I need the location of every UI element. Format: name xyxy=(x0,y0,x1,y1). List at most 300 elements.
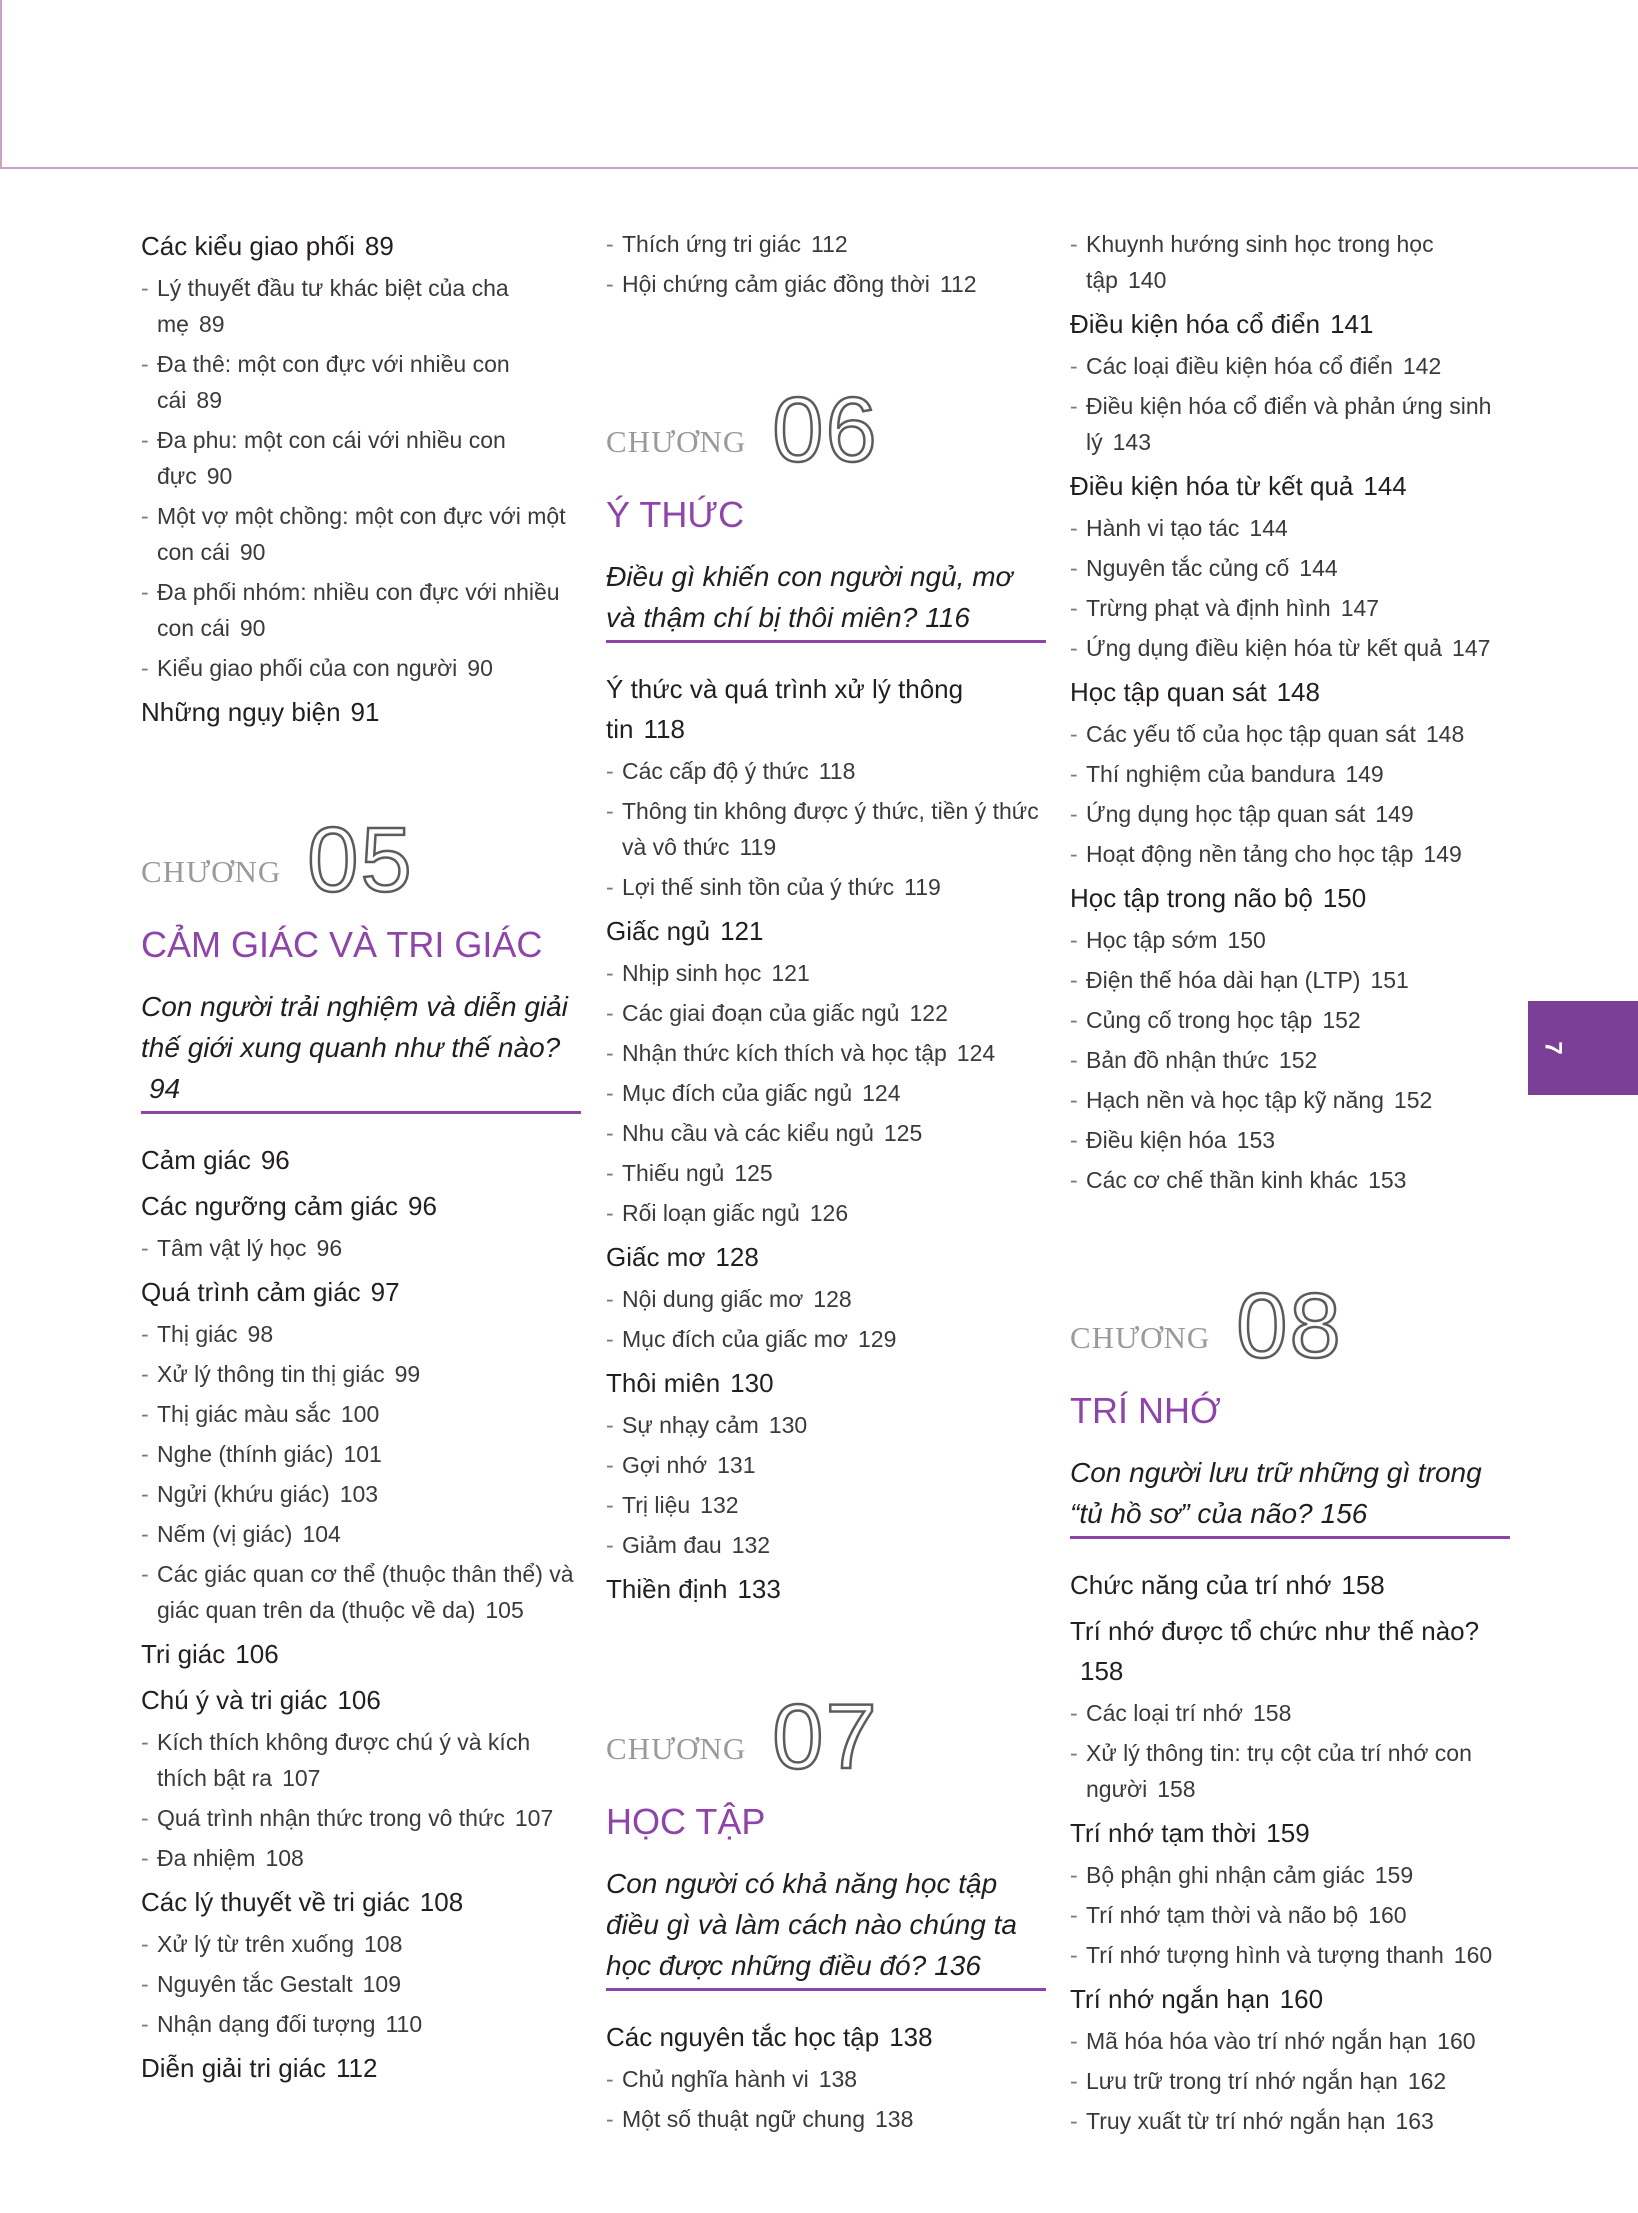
toc-subitem-text: Quá trình nhận thức trong vô thức xyxy=(157,1805,505,1831)
toc-heading xyxy=(606,1363,1046,1403)
toc-subitem xyxy=(141,1476,581,1512)
toc-page-number: 91 xyxy=(350,697,380,727)
toc-subitem xyxy=(141,1724,581,1796)
toc-subitem-text: Trừng phạt và định hình xyxy=(1086,595,1331,621)
toc-subitem-text: Trí nhớ tượng hình và tượng thanh xyxy=(1086,1942,1444,1968)
toc-subitem xyxy=(606,1321,1046,1357)
toc-subitem-text: Giảm đau xyxy=(622,1532,722,1558)
toc-subitem xyxy=(606,1155,1046,1191)
toc-page-number: 108 xyxy=(364,1931,403,1957)
toc-subitem-text: Điều kiện hóa xyxy=(1086,1127,1227,1153)
chapter-question-text: Con người lưu trữ những gì trong “tủ hồ sơ” của não? xyxy=(1070,1457,1482,1529)
toc-subitem-text: Thiếu ngủ xyxy=(622,1160,725,1186)
toc-heading xyxy=(141,1186,581,1226)
toc-subitem xyxy=(1070,836,1510,872)
toc-heading-text: Học tập quan sát xyxy=(1070,677,1267,707)
chapter-number: 05 xyxy=(307,809,414,911)
chapter-question-page: 94 xyxy=(149,1073,181,1104)
toc-heading-text: Cảm giác xyxy=(141,1145,251,1175)
toc-subitem-text: Bộ phận ghi nhận cảm giác xyxy=(1086,1862,1365,1888)
toc-page-number: 112 xyxy=(939,271,977,297)
toc-page-number: 132 xyxy=(700,1492,739,1518)
toc-page-number: 159 xyxy=(1266,1818,1310,1848)
toc-subitem-text: Xử lý thông tin thị giác xyxy=(157,1361,385,1387)
toc-page-number: 119 xyxy=(904,874,941,900)
toc-subitem-text: Sự nhạy cảm xyxy=(622,1412,759,1438)
toc-subitem-text: Gợi nhớ xyxy=(622,1452,708,1478)
toc-page-number: 89 xyxy=(196,387,222,413)
toc-page-number: 89 xyxy=(364,231,394,261)
toc-page-number: 106 xyxy=(235,1639,279,1669)
toc-subitem-text: Ứng dụng học tập quan sát xyxy=(1086,801,1366,827)
toc-page-number: 132 xyxy=(731,1532,771,1558)
toc-page-number: 90 xyxy=(239,615,266,641)
toc-subitem xyxy=(141,1966,581,2002)
toc-heading-text: Các nguyên tắc học tập xyxy=(606,2022,880,2052)
toc-page-number: 101 xyxy=(343,1441,382,1467)
toc-subitem xyxy=(1070,756,1510,792)
toc-subitem-text: Đa nhiệm xyxy=(157,1845,256,1871)
toc-subitem xyxy=(1070,796,1510,832)
toc-page-number: 96 xyxy=(408,1191,437,1221)
toc-page-number: 122 xyxy=(909,1000,948,1026)
chapter-question-page: 156 xyxy=(1320,1498,1368,1529)
toc-subitem-text: Ứng dụng điều kiện hóa từ kết quả xyxy=(1086,635,1443,661)
chapter-title: Ý THỨC xyxy=(606,494,745,535)
toc-heading-text: Diễn giải tri giác xyxy=(141,2053,326,2083)
toc-subitem-text: Đa phu: một con cái với nhiều con đực xyxy=(157,427,506,489)
toc-subitem xyxy=(1070,1162,1510,1198)
toc-heading-text: Những ngụy biện xyxy=(141,697,341,727)
toc-subitem xyxy=(141,498,581,570)
chapter-question-page: 116 xyxy=(925,602,970,633)
toc-subitem xyxy=(606,1115,1046,1151)
toc-subitem xyxy=(606,753,1046,789)
toc-subitem-text: Mục đích của giấc mơ xyxy=(622,1326,849,1352)
toc-subitem xyxy=(141,1316,581,1352)
toc-heading xyxy=(141,2048,581,2088)
toc-page-number: 140 xyxy=(1127,267,1167,293)
toc-subitem-text: Khuynh hướng sinh học trong học tập xyxy=(1086,231,1434,293)
toc-subitem-text: Nhịp sinh học xyxy=(622,960,762,986)
toc-subitem-text: Trị liệu xyxy=(622,1492,691,1518)
toc-heading-text: Giấc mơ xyxy=(606,1242,706,1272)
toc-heading-text: Thiền định xyxy=(606,1574,728,1604)
toc-subitem xyxy=(606,793,1046,865)
toc-subitem xyxy=(606,1035,1046,1071)
toc-subitem-text: Nguyên tắc củng cố xyxy=(1086,555,1290,581)
toc-subitem xyxy=(141,1356,581,1392)
chapter-question-text: Con người có khả năng học tập điều gì và làm cách nào chúng ta học được những điều đó? xyxy=(606,1868,1017,1981)
toc-page-number: 128 xyxy=(813,1286,852,1312)
toc-page-number: 143 xyxy=(1112,429,1151,455)
chapter-heading xyxy=(1070,1275,1510,1377)
toc-page-number: 160 xyxy=(1437,2028,1476,2054)
toc-subitem-text: Nội dung giấc mơ xyxy=(622,1286,804,1312)
toc-page-number: 109 xyxy=(362,1971,401,1997)
toc-subitem xyxy=(141,1926,581,1962)
toc-heading xyxy=(141,1140,581,1180)
toc-page-number: 138 xyxy=(875,2106,914,2132)
toc-page-number: 96 xyxy=(260,1145,290,1175)
chapter-label: CHƯƠNG xyxy=(606,424,747,459)
toc-page-number: 124 xyxy=(862,1080,901,1106)
toc-page-number: 150 xyxy=(1227,927,1266,953)
toc-subitem xyxy=(1070,1937,1510,1973)
toc-heading xyxy=(1070,672,1510,712)
toc-subitem-text: Thị giác màu sắc xyxy=(157,1401,331,1427)
toc-subitem-text: Rối loạn giấc ngủ xyxy=(622,1200,800,1226)
toc-page-number: 152 xyxy=(1322,1007,1361,1033)
toc-heading-text: Giấc ngủ xyxy=(606,916,711,946)
toc-column-2 xyxy=(606,226,1046,2137)
toc-page-number: 149 xyxy=(1345,761,1384,787)
toc-subitem xyxy=(1070,348,1510,384)
toc-heading xyxy=(606,2017,1046,2057)
toc-subitem xyxy=(1070,1082,1510,1118)
toc-heading-text: Học tập trong não bộ xyxy=(1070,883,1313,913)
toc-page-number: 108 xyxy=(419,1887,464,1917)
toc-subitem-text: Kích thích không được chú ý và kích thích bật ra xyxy=(157,1729,531,1791)
toc-page-number: 138 xyxy=(889,2022,933,2052)
toc-subitem-text: Mục đích của giấc ngủ xyxy=(622,1080,853,1106)
toc-page-number: 125 xyxy=(883,1120,923,1146)
toc-subitem-text: Các giai đoạn của giấc ngủ xyxy=(622,1000,900,1026)
toc-subitem xyxy=(141,1800,581,1836)
toc-subitem xyxy=(606,226,1046,262)
toc-subitem xyxy=(1070,2063,1510,2099)
toc-page-number: 90 xyxy=(239,539,266,565)
toc-subitem xyxy=(606,1447,1046,1483)
toc-subitem-text: Bản đồ nhận thức xyxy=(1086,1047,1269,1073)
toc-page-number: 147 xyxy=(1340,595,1380,621)
toc-heading xyxy=(1070,466,1510,506)
toc-subitem-text: Các yếu tố của học tập quan sát xyxy=(1086,721,1416,747)
toc-subitem-text: Học tập sớm xyxy=(1086,927,1218,953)
toc-page-number: 128 xyxy=(715,1242,759,1272)
toc-heading xyxy=(1070,1611,1510,1691)
toc-subitem-text: Các loại điều kiện hóa cổ điển xyxy=(1086,353,1393,379)
toc-heading xyxy=(1070,304,1510,344)
chapter-question xyxy=(606,556,1046,643)
chapter-block xyxy=(1070,1275,1510,1539)
toc-page-number: 98 xyxy=(247,1321,274,1347)
toc-subitem-text: Xử lý từ trên xuống xyxy=(157,1931,354,1957)
toc-page-number: 118 xyxy=(643,714,685,744)
toc-heading-text: Các lý thuyết về tri giác xyxy=(141,1887,410,1917)
toc-subitem xyxy=(606,2061,1046,2097)
chapter-heading xyxy=(141,809,581,911)
toc-page-number: 149 xyxy=(1423,841,1462,867)
toc-subitem xyxy=(606,1487,1046,1523)
toc-page-number: 133 xyxy=(737,1574,781,1604)
toc-page-number: 152 xyxy=(1278,1047,1318,1073)
toc-page-number: 125 xyxy=(734,1160,773,1186)
toc-subitem xyxy=(141,1436,581,1472)
toc-heading xyxy=(141,1680,581,1720)
toc-subitem-text: Đa thê: một con đực với nhiều con cái xyxy=(157,351,510,413)
toc-page-number: 131 xyxy=(717,1452,756,1478)
chapter-question xyxy=(606,1863,1046,1991)
toc-heading-text: Điều kiện hóa cổ điển xyxy=(1070,309,1321,339)
toc-page-number: 153 xyxy=(1368,1167,1407,1193)
toc-page-number: 107 xyxy=(514,1805,554,1831)
toc-subitem-text: Kiểu giao phối của con người xyxy=(157,655,458,681)
toc-subitem xyxy=(606,955,1046,991)
toc-heading xyxy=(606,1569,1046,1609)
toc-page-number: 112 xyxy=(811,231,848,257)
toc-page-number: 158 xyxy=(1157,1776,1196,1802)
toc-subitem-text: Củng cố trong học tập xyxy=(1086,1007,1313,1033)
toc-subitem xyxy=(141,2006,581,2042)
toc-page-number: 105 xyxy=(485,1597,524,1623)
toc-page-number: 158 xyxy=(1080,1656,1124,1686)
toc-subitem xyxy=(141,346,581,418)
toc-page-number: 89 xyxy=(198,311,225,337)
toc-page-number: 158 xyxy=(1252,1700,1292,1726)
header-side-rule xyxy=(0,0,2,168)
chapter-question xyxy=(1070,1452,1510,1539)
toc-heading xyxy=(606,911,1046,951)
toc-subitem xyxy=(1070,2103,1510,2139)
toc-heading xyxy=(606,669,1046,749)
toc-page-number: 158 xyxy=(1341,1570,1385,1600)
toc-page-number: 121 xyxy=(720,916,764,946)
toc-page-number: 90 xyxy=(206,463,233,489)
toc-heading xyxy=(141,692,581,732)
toc-page-number: 106 xyxy=(337,1685,381,1715)
toc-subitem xyxy=(606,2101,1046,2137)
toc-subitem-text: Hành vi tạo tác xyxy=(1086,515,1240,541)
chapter-label: CHƯƠNG xyxy=(606,1731,747,1766)
toc-page-number: 112 xyxy=(335,2053,378,2083)
toc-page-number: 160 xyxy=(1368,1902,1407,1928)
toc-subitem xyxy=(1070,1735,1510,1807)
chapter-block xyxy=(606,379,1046,643)
header-rule xyxy=(0,167,1638,169)
toc-page-number: 150 xyxy=(1322,883,1367,913)
toc-page-number: 121 xyxy=(771,960,810,986)
toc-page-number: 163 xyxy=(1395,2108,1434,2134)
toc-page-number: 144 xyxy=(1299,555,1338,581)
toc-subitem xyxy=(606,869,1046,905)
toc-subitem-text: Thí nghiệm của bandura xyxy=(1086,761,1336,787)
chapter-number: 07 xyxy=(772,1686,879,1788)
side-tab-number-text: 7 xyxy=(1539,1041,1567,1055)
chapter-title: HỌC TẬP xyxy=(606,1801,766,1842)
toc-page-number: 160 xyxy=(1453,1942,1493,1968)
chapter-heading xyxy=(606,1686,1046,1788)
toc-subitem xyxy=(141,1516,581,1552)
chapter-block xyxy=(606,1686,1046,1991)
toc-subitem xyxy=(1070,510,1510,546)
toc-heading-text: Các kiểu giao phối xyxy=(141,231,355,261)
side-tab-number xyxy=(1528,1001,1638,1095)
toc-subitem xyxy=(606,995,1046,1031)
toc-subitem xyxy=(606,1407,1046,1443)
toc-page-number: 162 xyxy=(1407,2068,1447,2094)
chapter-number: 08 xyxy=(1236,1275,1343,1377)
toc-subitem xyxy=(141,422,581,494)
toc-page-number: 138 xyxy=(818,2066,858,2092)
toc-heading-text: Trí nhớ tạm thời xyxy=(1070,1818,1257,1848)
chapter-block xyxy=(141,809,581,1114)
toc-subitem-text: Lưu trữ trong trí nhớ ngắn hạn xyxy=(1086,2068,1398,2094)
toc-subitem xyxy=(1070,716,1510,752)
toc-heading-text: Các ngưỡng cảm giác xyxy=(141,1191,399,1221)
toc-column-1 xyxy=(141,226,581,2088)
toc-heading xyxy=(141,1272,581,1312)
toc-subitem xyxy=(1070,590,1510,626)
chapter-number: 06 xyxy=(772,379,879,481)
chapter-side-tab xyxy=(1528,1001,1638,1095)
toc-heading-text: Tri giác xyxy=(141,1639,226,1669)
toc-subitem-text: Thông tin không được ý thức, tiền ý thức và vô thức xyxy=(622,798,1039,860)
toc-subitem-text: Truy xuất từ trí nhớ ngắn hạn xyxy=(1086,2108,1386,2134)
toc-subitem-text: Nhận thức kích thích và học tập xyxy=(622,1040,947,1066)
toc-subitem xyxy=(141,1840,581,1876)
toc-heading xyxy=(1070,1979,1510,2019)
toc-page-number: 130 xyxy=(730,1368,774,1398)
toc-page-number: 144 xyxy=(1363,471,1407,501)
toc-page-number: 141 xyxy=(1330,309,1374,339)
toc-subitem xyxy=(1070,1857,1510,1893)
toc-page-number: 97 xyxy=(370,1277,400,1307)
toc-page-number: 147 xyxy=(1452,635,1491,661)
toc-subitem-text: Mã hóa hóa vào trí nhớ ngắn hạn xyxy=(1086,2028,1428,2054)
toc-subitem-text: Các loại trí nhớ xyxy=(1086,1700,1243,1726)
toc-subitem xyxy=(606,1281,1046,1317)
toc-heading xyxy=(1070,878,1510,918)
toc-subitem-text: Các giác quan cơ thể (thuộc thân thể) và giác quan trên da (thuộc về da) xyxy=(157,1561,574,1623)
toc-heading xyxy=(141,226,581,266)
toc-subitem xyxy=(141,650,581,686)
toc-page-number: 110 xyxy=(385,2011,423,2037)
toc-heading xyxy=(1070,1813,1510,1853)
toc-page-number: 107 xyxy=(282,1765,321,1791)
toc-subitem xyxy=(1070,1122,1510,1158)
toc-subitem xyxy=(1070,962,1510,998)
toc-page-number: 99 xyxy=(394,1361,421,1387)
toc-subitem-text: Nhu cầu và các kiểu ngủ xyxy=(622,1120,874,1146)
toc-page-number: 96 xyxy=(316,1235,343,1261)
toc-page-number: 108 xyxy=(265,1845,304,1871)
toc-page-number: 142 xyxy=(1402,353,1442,379)
toc-page-number: 153 xyxy=(1236,1127,1276,1153)
toc-subitem xyxy=(1070,630,1510,666)
chapter-label: CHƯƠNG xyxy=(1070,1320,1211,1355)
chapter-question-text: Điều gì khiến con người ngủ, mơ và thậm chí bị thôi miên? xyxy=(606,561,1013,633)
toc-page-number: 152 xyxy=(1393,1087,1433,1113)
toc-page-number: 148 xyxy=(1276,677,1320,707)
toc-subitem xyxy=(1070,1897,1510,1933)
toc-heading-text: Điều kiện hóa từ kết quả xyxy=(1070,471,1354,501)
toc-subitem xyxy=(1070,1695,1510,1731)
toc-heading xyxy=(141,1634,581,1674)
toc-subitem-text: Điều kiện hóa cổ điển và phản ứng sinh lý xyxy=(1086,393,1492,455)
toc-subitem-text: Điện thế hóa dài hạn (LTP) xyxy=(1086,967,1361,993)
toc-subitem-text: Nghe (thính giác) xyxy=(157,1441,334,1467)
toc-subitem xyxy=(1070,2023,1510,2059)
toc-page-number: 118 xyxy=(818,758,856,784)
toc-subitem-text: Đa phối nhóm: nhiều con đực với nhiều con cái xyxy=(157,579,560,641)
toc-page-number: 159 xyxy=(1374,1862,1414,1888)
toc-subitem xyxy=(606,1195,1046,1231)
toc-subitem xyxy=(1070,226,1510,298)
toc-heading-text: Ý thức và quá trình xử lý thông tin xyxy=(606,674,964,744)
toc-heading-text: Thôi miên xyxy=(606,1368,721,1398)
toc-subitem xyxy=(606,266,1046,302)
toc-heading xyxy=(141,1882,581,1922)
toc-heading-text: Chú ý và tri giác xyxy=(141,1685,328,1715)
toc-subitem xyxy=(606,1075,1046,1111)
toc-subitem-text: Các cơ chế thần kinh khác xyxy=(1086,1167,1359,1193)
toc-subitem xyxy=(1070,550,1510,586)
toc-subitem-text: Ngửi (khứu giác) xyxy=(157,1481,330,1507)
chapter-question-text: Con người trải nghiệm và diễn giải thế giới xung quanh như thế nào? xyxy=(141,991,568,1063)
chapter-question xyxy=(141,986,581,1114)
toc-subitem-text: Hạch nền và học tập kỹ năng xyxy=(1086,1087,1384,1113)
chapter-label: CHƯƠNG xyxy=(141,854,282,889)
toc-subitem-text: Tâm vật lý học xyxy=(157,1235,307,1261)
toc-page-number: 160 xyxy=(1279,1984,1324,2014)
toc-subitem xyxy=(141,1396,581,1432)
toc-page-number: 103 xyxy=(339,1481,379,1507)
toc-subitem-text: Thị giác xyxy=(157,1321,238,1347)
toc-subitem-text: Lý thuyết đầu tư khác biệt của cha mẹ xyxy=(157,275,509,337)
toc-heading-text: Quá trình cảm giác xyxy=(141,1277,361,1307)
toc-subitem-text: Hội chứng cảm giác đồng thời xyxy=(622,271,930,297)
toc-page-number: 124 xyxy=(956,1040,996,1066)
toc-subitem-text: Thích ứng tri giác xyxy=(622,231,802,257)
toc-heading-text: Trí nhớ được tổ chức như thế nào? xyxy=(1070,1616,1480,1646)
toc-page-number: 149 xyxy=(1375,801,1414,827)
toc-heading xyxy=(1070,1565,1510,1605)
toc-subitem-text: Nhận dạng đối tượng xyxy=(157,2011,376,2037)
toc-page-number: 90 xyxy=(467,655,493,681)
toc-subitem-text: Nguyên tắc Gestalt xyxy=(157,1971,353,1997)
toc-heading-text: Chức năng của trí nhớ xyxy=(1070,1570,1332,1600)
toc-subitem-text: Một số thuật ngữ chung xyxy=(622,2106,865,2132)
toc-subitem xyxy=(1070,1002,1510,1038)
toc-subitem-text: Một vợ một chồng: một con đực với một con cái xyxy=(157,503,566,565)
toc-subitem xyxy=(141,1556,581,1628)
toc-subitem-text: Các cấp độ ý thức xyxy=(622,758,809,784)
chapter-question-page: 136 xyxy=(934,1950,981,1981)
toc-column-3 xyxy=(1070,226,1510,2139)
chapter-title: CẢM GIÁC VÀ TRI GIÁC xyxy=(141,924,543,965)
toc-subitem xyxy=(1070,388,1510,460)
toc-page-number: 130 xyxy=(768,1412,808,1438)
toc-page-number: 151 xyxy=(1370,967,1409,993)
toc-subitem xyxy=(1070,1042,1510,1078)
toc-subitem xyxy=(1070,922,1510,958)
toc-page-number: 104 xyxy=(302,1521,341,1547)
toc-page-number: 100 xyxy=(340,1401,380,1427)
toc-heading-text: Trí nhớ ngắn hạn xyxy=(1070,1984,1270,2014)
toc-heading xyxy=(606,1237,1046,1277)
toc-page-number: 126 xyxy=(809,1200,849,1226)
toc-subitem xyxy=(141,270,581,342)
chapter-heading xyxy=(606,379,1046,481)
toc-subitem xyxy=(141,574,581,646)
toc-page-number: 144 xyxy=(1249,515,1288,541)
toc-subitem xyxy=(141,1230,581,1266)
toc-subitem xyxy=(606,1527,1046,1563)
toc-subitem-text: Xử lý thông tin: trụ cột của trí nhớ con người xyxy=(1086,1740,1472,1802)
chapter-title: TRÍ NHỚ xyxy=(1070,1390,1221,1431)
toc-page-number: 129 xyxy=(858,1326,897,1352)
